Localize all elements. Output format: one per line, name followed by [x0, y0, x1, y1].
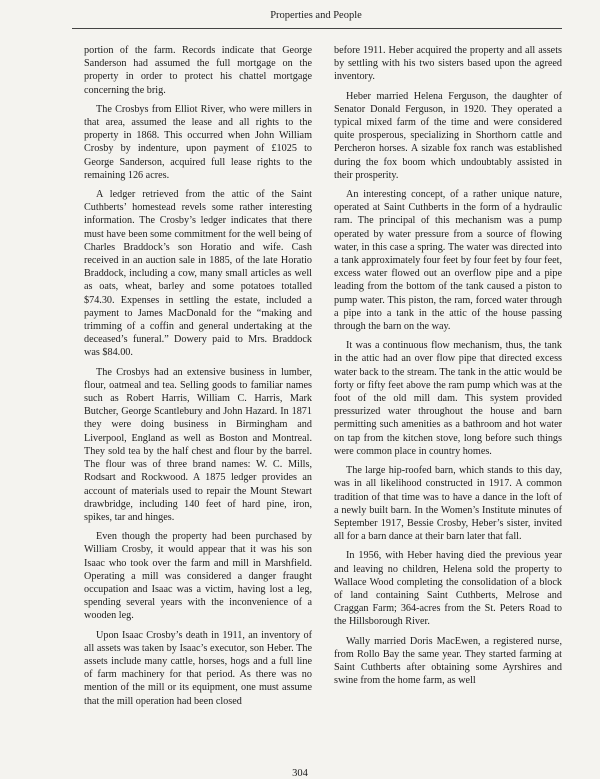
paragraph: In 1956, with Heber having died the previous year and leaving no children, Helena sold the property to Wallace Wood completing the consolidation of a block of land containing Saint Cuthberts, Melrose and Craggan Farm; 364-acres from the St. Peters Road to the Hillsborough River. — [334, 550, 562, 628]
paragraph: before 1911. Heber acquired the property and all assets by settling with his two sisters based upon the agreed inventory. — [334, 45, 562, 83]
paragraph: Wally married Doris MacEwen, a registered nurse, from Rollo Bay the same year. They started farming at Saint Cuthberts after obtaining some Ayrshires and swine from the home farm, as well — [334, 635, 562, 687]
paragraph: Even though the property had been purchased by William Crosby, it would appear that it was his son Isaac who took over the farm and mill in Marshfield. Operating a mill was considered a danger fraught occupation and Isaac was a victim, having lost a leg, spending several years with the inconvenience of a wooden leg. — [84, 531, 312, 622]
paragraph: It was a continuous flow mechanism, thus, the tank in the attic had an over flow pipe that directed excess water back to the stream. The tank in the attic would be forty or fifty feet above the ram pump which was at the foot of the old mill dam. This system provided pressurized water throughout the house and barn permitting such amenities as a bathroom and hot water on tap from the kitchen stove, long before such things were common place in country homes. — [334, 340, 562, 457]
paragraph: portion of the farm. Records indicate that George Sanderson had assumed the full mortgage on the property in order to protect his chattel mortgage concerning the brig. — [84, 45, 312, 96]
right-column — [334, 44, 562, 714]
paragraph: The Crosbys had an extensive business in lumber, flour, oatmeal and tea. Selling goods to familiar names such as Robert Harris, William C. Harris, Mark Butcher, George Scantlebury and John Hazard. In 1871 they were doing business in Birmingham and Liverpool, England as well as Boston and Montreal. They sold tea by the half chest and flour by the barrel. The flour was of three brand names: W. C. Mills, Rodsart and Rockwood. A 1875 ledger provides an account of materials used to repair the Mount Stewart drawbridge, including 140 feet of hard pine, iron, spikes, tar and hinges. — [84, 366, 312, 523]
paragraph: Upon Isaac Crosby’s death in 1911, an inventory of all assets was taken by Isaac’s executor, son Heber. The assets include many cattle, horses, hogs and a full line of farm machinery for that period. As there was no mention of the mill or its equipment, one must assume that the mill operation had been closed — [84, 629, 312, 707]
page-body — [84, 44, 562, 714]
paragraph: A ledger retrieved from the attic of the Saint Cuthberts’ homestead revels some rather interesting information. The Crosby’s ledger indicates that there must have been some commitment for the well being of Charles Braddock’s son Horatio and wife. Cash received in an auction sale in 1885, of the late Horatio Braddock, including a cow, many small articles as well as oats, wheat, barley and some potatoes totalled $74.30. Expenses in settling the estate, included a payment to James MacDonald for the “making and trimming of a coffin and general undertaking at the deceased’s funeral.” Dowery paid to Mrs. Braddock was $84.00. — [84, 189, 312, 359]
page-number: 304 — [292, 769, 308, 779]
paragraph: The Crosbys from Elliot River, who were millers in that area, assumed the lease and all rights to the property in 1868. This occurred when John William Crosby by indenture, upon payment of £1025 to George Sanderson, acquired full lease rights to the remaining 126 acres. — [84, 103, 312, 181]
paragraph: Heber married Helena Ferguson, the daughter of Senator Donald Ferguson, in 1920. They operated a typical mixed farm of the time and were considered quite prosperous, specializing in Shorthorn cattle and Percheron horses. A sizable fox ranch was established during the fox boom which undoubtably assisted in their prosperity. — [334, 90, 562, 181]
left-column — [84, 44, 312, 714]
running-header: Properties and People — [270, 10, 362, 21]
paragraph: An interesting concept, of a rather unique nature, operated at Saint Cuthberts in the form of a hydraulic ram. The principal of this mechanism was a pump operated by water pressure from a source of flowing water, in this case a spring. The water was directed into a tank approximately four feet by four feet by four feet, excess water flowed out an overflow pipe and a pipe leading from the bottom of the tank caused a piston to pump water. This piston, the ram, forced water through a pipe into a tank in the attic of the house passing through the barn on the way. — [334, 189, 562, 333]
paragraph: The large hip-roofed barn, which stands to this day, was in all likelihood constructed in 1917. A common tradition of that time was to have a dance in the loft of a newly built barn. In the Women’s Institute minutes of September 1917, Bessie Crosby, Heber’s sister, invited all for a barn dance at their barn later that fall. — [334, 465, 562, 543]
header-rule — [72, 28, 562, 29]
